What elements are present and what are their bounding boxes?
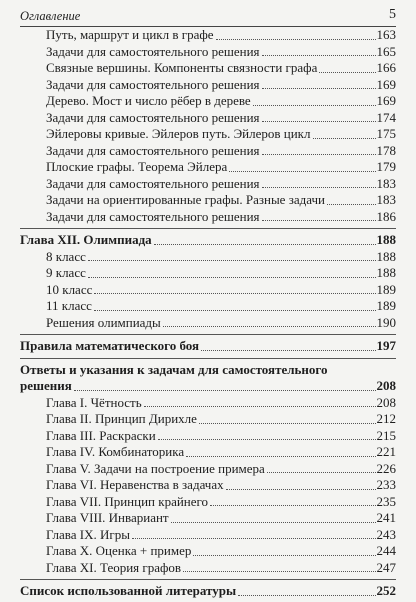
toc-entry-title: Дерево. Мост и число рёбер в дереве: [46, 93, 251, 108]
toc-entry-page: 208: [376, 394, 396, 410]
toc-bibliography[interactable]: [20, 583, 396, 600]
leader-dots: [88, 260, 376, 261]
section-divider: [20, 228, 396, 229]
toc-entry[interactable]: [20, 510, 396, 527]
toc-entry-page: 189: [376, 281, 396, 297]
toc-entry-page: 169: [376, 93, 396, 108]
toc-entry[interactable]: [20, 444, 396, 461]
toc-entry[interactable]: [20, 27, 396, 44]
toc-entry-page: 226: [376, 460, 396, 476]
leader-dots: [144, 406, 376, 407]
toc-entry[interactable]: [20, 282, 396, 299]
toc-entry-page: 189: [376, 298, 396, 313]
toc-entry-title-line2: решения: [20, 378, 72, 393]
toc-entry[interactable]: [20, 176, 396, 193]
toc-entry-page: 188: [376, 232, 396, 247]
toc-entry-page: 188: [376, 265, 396, 280]
toc-entry[interactable]: [20, 93, 396, 110]
toc-entry-page: 212: [376, 411, 396, 426]
toc-entry-page: 169: [376, 76, 396, 92]
toc-entry-title: Список использованной литературы: [20, 583, 237, 598]
toc-entry-page: 188: [376, 248, 396, 264]
table-of-contents: [20, 27, 396, 600]
page-number: 5: [389, 7, 396, 22]
leader-dots: [94, 293, 375, 294]
toc-entry[interactable]: [20, 44, 396, 61]
toc-entry-title: Плоские графы. Теорема Эйлера: [46, 159, 228, 174]
leader-dots: [327, 204, 376, 205]
toc-entry-title: Глава XII. Олимпиада: [20, 232, 152, 247]
toc-entry-title: Задачи для самостоятельного решения: [46, 109, 260, 125]
toc-entry-title: Глава VII. Принцип крайнего: [46, 493, 209, 509]
leader-dots: [163, 326, 376, 327]
toc-entry[interactable]: [20, 77, 396, 94]
toc-entry-title: 8 класс: [46, 248, 86, 264]
leader-dots: [229, 171, 375, 172]
toc-entry[interactable]: [20, 477, 396, 494]
toc-entry-page: 166: [376, 60, 396, 75]
toc-entry[interactable]: [20, 209, 396, 226]
toc-entry-title-line1: Ответы и указания к задачам для самостоятельного: [20, 361, 328, 377]
toc-entry[interactable]: [20, 110, 396, 127]
toc-entry[interactable]: [20, 428, 396, 445]
leader-dots: [88, 277, 376, 278]
leader-dots: [186, 456, 375, 457]
toc-entry-page: 183: [376, 175, 396, 191]
leader-dots: [158, 439, 376, 440]
leader-dots: [238, 595, 375, 596]
toc-chapter-12[interactable]: [20, 232, 396, 249]
toc-entry-page: 179: [376, 159, 396, 174]
toc-entry-page: 163: [376, 27, 396, 42]
toc-entry[interactable]: [20, 395, 396, 412]
leader-dots: [74, 390, 376, 391]
toc-answers-line2: [20, 378, 396, 395]
page-header: [20, 6, 396, 28]
leader-dots: [262, 187, 376, 188]
toc-entry-title: Глава VI. Неравенства в задачах: [46, 477, 224, 492]
toc-entry[interactable]: [20, 560, 396, 577]
leader-dots: [262, 220, 376, 221]
toc-entry-title: 11 класс: [46, 298, 92, 313]
toc-entry-page: 241: [376, 510, 396, 525]
toc-entry-title: Задачи для самостоятельного решения: [46, 175, 260, 191]
toc-entry-title: Связные вершины. Компоненты связности графа: [46, 60, 318, 75]
leader-dots: [262, 88, 376, 89]
toc-entry-title: Эйлеровы кривые. Эйлеров путь. Эйлеров цикл: [46, 126, 311, 141]
toc-entry-title: Глава VIII. Инвариант: [46, 510, 169, 525]
toc-entry-title: Глава II. Принцип Дирихле: [46, 411, 197, 426]
toc-answers[interactable]: [20, 362, 396, 395]
toc-entry-page: 183: [376, 192, 396, 207]
toc-entry-page: 243: [376, 526, 396, 542]
leader-dots: [154, 244, 376, 245]
toc-entry-title: Задачи на ориентированные графы. Разные задачи: [46, 192, 325, 207]
toc-entry[interactable]: [20, 527, 396, 544]
toc-entry-page: 247: [376, 559, 396, 575]
leader-dots: [199, 423, 376, 424]
toc-entry-title: Глава X. Оценка + пример: [46, 543, 192, 558]
section-divider: [20, 579, 396, 580]
leader-dots: [193, 555, 375, 556]
leader-dots: [262, 55, 376, 56]
toc-entry-title: Задачи для самостоятельного решения: [46, 208, 260, 224]
toc-entry[interactable]: [20, 461, 396, 478]
toc-entry[interactable]: [20, 60, 396, 77]
toc-entry-page: 174: [376, 109, 396, 125]
toc-entry[interactable]: [20, 315, 396, 332]
toc-entry-title: Глава I. Чётность: [46, 394, 142, 410]
toc-entry[interactable]: [20, 265, 396, 282]
leader-dots: [210, 505, 375, 506]
graph-section-list: [20, 27, 396, 225]
toc-entry-page: 208: [376, 378, 396, 393]
answers-list: [20, 395, 396, 577]
toc-entry-page: 197: [376, 338, 396, 353]
toc-entry-title: Путь, маршрут и цикл в графе: [46, 27, 214, 42]
toc-entry-title: Глава XI. Теория графов: [46, 559, 182, 575]
leader-dots: [319, 72, 375, 73]
toc-entry-title: Правила математического боя: [20, 338, 200, 353]
leader-dots: [171, 522, 376, 523]
toc-entry-title: Глава III. Раскраски: [46, 427, 156, 443]
toc-entry[interactable]: [20, 143, 396, 160]
leader-dots: [216, 39, 376, 40]
toc-entry-page: 175: [376, 126, 396, 141]
toc-entry-page: 190: [376, 314, 396, 330]
toc-entry-page: 244: [376, 543, 396, 558]
toc-entry[interactable]: [20, 494, 396, 511]
toc-entry-title: Глава V. Задачи на построение примера: [46, 460, 265, 476]
toc-entry-title: Решения олимпиады: [46, 314, 161, 330]
toc-entry-title: Задачи для самостоятельного решения: [46, 43, 260, 59]
leader-dots: [201, 350, 375, 351]
leader-dots: [267, 472, 376, 473]
toc-entry[interactable]: [20, 159, 396, 176]
leader-dots: [226, 489, 376, 490]
leader-dots: [132, 538, 376, 539]
toc-entry[interactable]: [20, 543, 396, 560]
leader-dots: [262, 121, 376, 122]
toc-entry-page: 235: [376, 493, 396, 509]
section-divider: [20, 358, 396, 359]
toc-entry-page: 165: [376, 43, 396, 59]
running-head: Оглавление: [20, 9, 81, 23]
toc-entry-page: 178: [376, 142, 396, 158]
toc-entry[interactable]: [20, 298, 396, 315]
leader-dots: [94, 310, 376, 311]
toc-entry-title: Задачи для самостоятельного решения: [46, 76, 260, 92]
toc-entry-page: 186: [376, 208, 396, 224]
leader-dots: [313, 138, 376, 139]
toc-entry[interactable]: [20, 411, 396, 428]
toc-entry-page: 252: [376, 583, 396, 598]
toc-entry-title: Задачи для самостоятельного решения: [46, 142, 260, 158]
toc-entry[interactable]: [20, 192, 396, 209]
toc-rules[interactable]: [20, 338, 396, 355]
leader-dots: [253, 105, 376, 106]
toc-entry-page: 233: [376, 477, 396, 492]
section-divider: [20, 334, 396, 335]
toc-entry-title: 9 класс: [46, 265, 86, 280]
toc-entry-page: 221: [376, 444, 396, 459]
olympiad-list: [20, 249, 396, 332]
toc-entry-title: Глава IX. Игры: [46, 526, 130, 542]
leader-dots: [183, 571, 375, 572]
toc-entry-title: 10 класс: [46, 281, 93, 297]
toc-entry-title: Глава IV. Комбинаторика: [46, 444, 185, 459]
toc-entry[interactable]: [20, 126, 396, 143]
toc-entry[interactable]: [20, 249, 396, 266]
leader-dots: [262, 154, 376, 155]
toc-entry-page: 215: [376, 427, 396, 443]
